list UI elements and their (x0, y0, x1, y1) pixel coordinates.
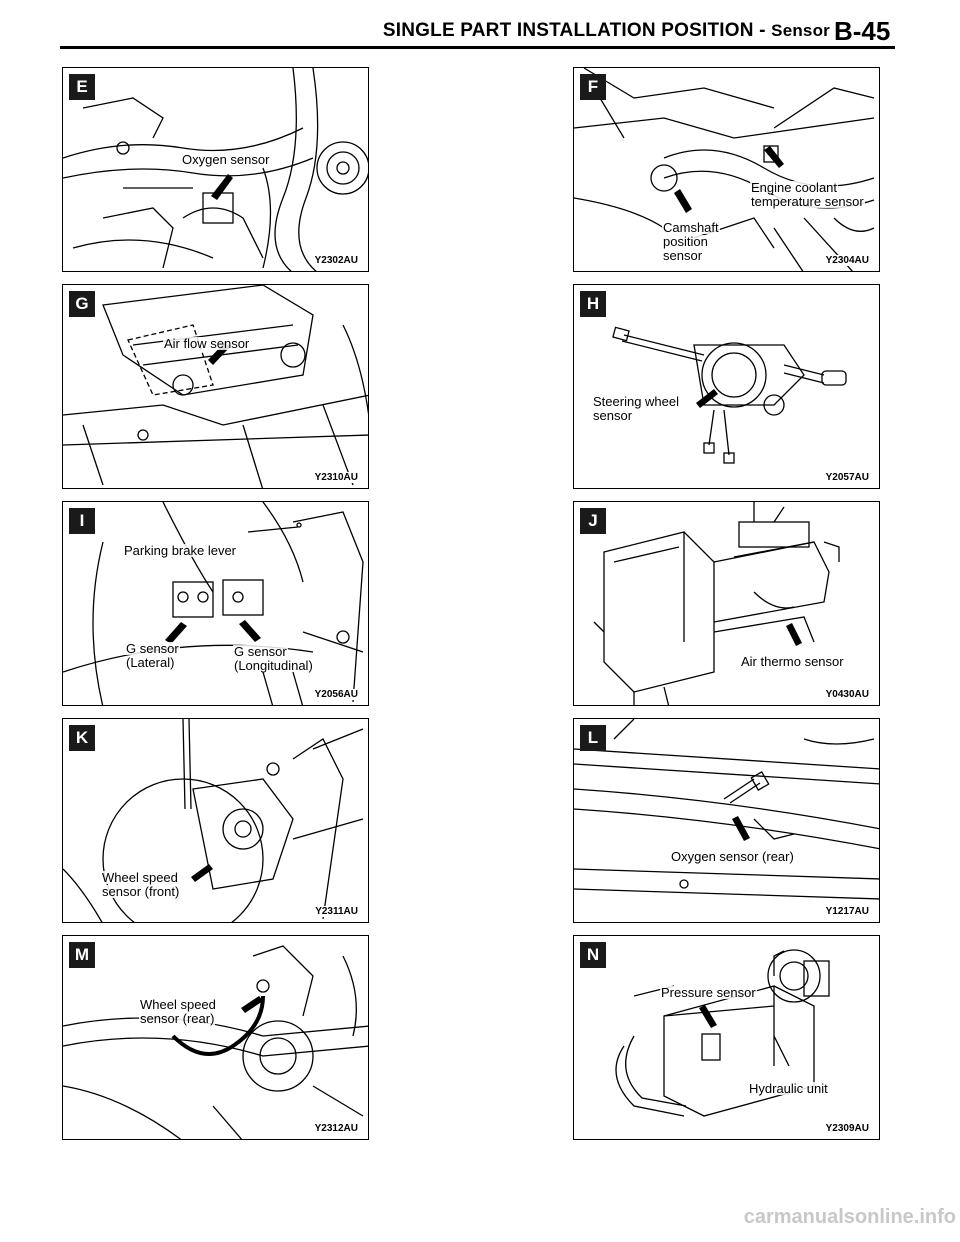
label-air-flow-sensor: Air flow sensor (164, 336, 250, 351)
panel-l (573, 718, 880, 923)
panel-e-code: Y2302AU (314, 255, 358, 266)
pressure-sensor-hydraulic-unit-drawing (574, 936, 880, 1140)
panel-g-code: Y2310AU (314, 472, 358, 483)
panel-g-letter: G (69, 291, 95, 317)
label-steering-wheel: Steering wheel (593, 394, 679, 409)
label-longitudinal: (Longitudinal) (234, 658, 313, 673)
label-pressure-sensor: Pressure sensor (661, 985, 756, 1000)
label-steering-sensor: sensor (593, 408, 633, 423)
panel-l-code: Y1217AU (825, 906, 869, 917)
label-g-sensor-lateral: G sensor (126, 641, 179, 656)
panel-i-code: Y2056AU (314, 689, 358, 700)
panel-k-letter: K (69, 725, 95, 751)
panel-j (573, 501, 880, 706)
air-flow-sensor-drawing (63, 285, 369, 489)
label-wheel-speed-rear: Wheel speed (140, 997, 216, 1012)
g-sensor-drawing (63, 502, 369, 706)
panel-m (62, 935, 369, 1140)
panel-n-code: Y2309AU (825, 1123, 869, 1134)
title-main: SINGLE PART INSTALLATION POSITION (382, 20, 754, 41)
rear-oxygen-sensor-drawing (574, 719, 880, 923)
page-title (60, 20, 830, 46)
label-oxygen-sensor: Oxygen sensor (182, 152, 270, 167)
label-camshaft: Camshaft (663, 220, 719, 235)
rear-wheel-speed-sensor-drawing (63, 936, 369, 1140)
panel-f (573, 67, 880, 272)
label-g-sensor-longitudinal: G sensor (234, 644, 287, 659)
label-wheel-speed-front: Wheel speed (102, 870, 178, 885)
panel-n-letter: N (580, 942, 606, 968)
title-subtitle: Sensor (771, 21, 830, 40)
panel-m-letter: M (69, 942, 95, 968)
camshaft-coolant-sensor-drawing (574, 68, 880, 272)
panel-m-code: Y2312AU (314, 1123, 358, 1134)
label-hydraulic-unit: Hydraulic unit (749, 1081, 828, 1096)
panel-f-letter: F (580, 74, 606, 100)
panel-k-code: Y2311AU (315, 906, 358, 917)
panel-n (573, 935, 880, 1140)
label-parking-brake-lever: Parking brake lever (124, 543, 236, 558)
panel-l-letter: L (580, 725, 606, 751)
title-separator: - (759, 20, 766, 41)
label-temperature-sensor: temperature sensor (751, 194, 864, 209)
label-lateral: (Lateral) (126, 655, 175, 670)
page-number: B-45 (834, 16, 891, 46)
panel-j-code: Y0430AU (825, 689, 869, 700)
label-position: position (663, 234, 708, 249)
panel-f-code: Y2304AU (825, 255, 869, 266)
panel-h-code: Y2057AU (825, 472, 869, 483)
footer-watermark: carmanualsonline.info (743, 1206, 956, 1228)
label-engine-coolant: Engine coolant (751, 180, 838, 195)
oxygen-sensor-engine-drawing (63, 68, 369, 272)
label-sensor-rear: sensor (rear) (140, 1011, 215, 1026)
panel-e (62, 67, 369, 272)
label-camshaft-sensor: sensor (663, 248, 703, 263)
air-thermo-sensor-drawing (574, 502, 880, 706)
panel-e-letter: E (69, 74, 95, 100)
panel-i-letter: I (69, 508, 95, 534)
panel-k (62, 718, 369, 923)
steering-wheel-sensor-drawing (574, 285, 880, 489)
label-oxygen-sensor-rear: Oxygen sensor (rear) (671, 849, 794, 864)
label-air-thermo-sensor: Air thermo sensor (741, 654, 844, 669)
panel-h-letter: H (580, 291, 606, 317)
panel-g (62, 284, 369, 489)
panel-i (62, 501, 369, 706)
panel-h (573, 284, 880, 489)
label-sensor-front: sensor (front) (102, 884, 180, 899)
panel-j-letter: J (580, 508, 606, 534)
header-rule (60, 46, 895, 49)
